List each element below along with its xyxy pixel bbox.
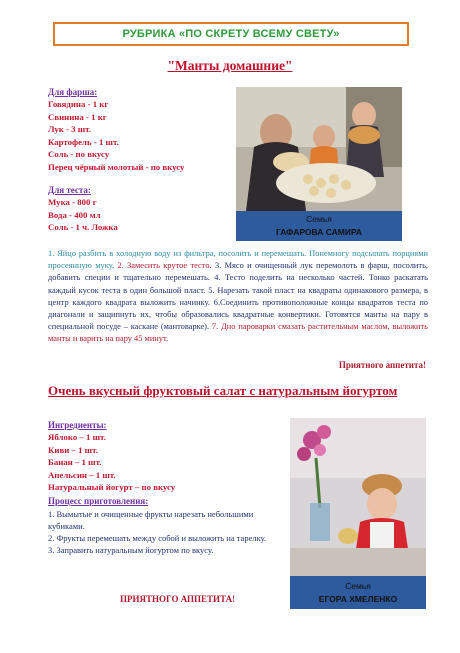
process-step: 1. Вымытые и очищенные фрукты нарезать небольшими кубиками.	[48, 509, 254, 531]
ingredient-item: Яблоко – 1 шт.	[48, 432, 106, 442]
process-step: 2. Фрукты перемешать между собой и выложить на тарелку.	[48, 533, 267, 543]
caption-family-word: Семья	[345, 581, 371, 591]
step-text: 7. Дно пароварки смазать растительным маслом, выложить манты и варить на пару 45 минут.	[48, 322, 428, 344]
step-text: 5. Нарезать такой пласт на квадраты одинакового размера, в центр каждого квадрата выложить начинку.	[48, 285, 428, 307]
filling-item: Свинина - 1 кг	[48, 111, 107, 122]
dough-item: Вода - 400 мл	[48, 209, 101, 220]
filling-list	[48, 98, 184, 174]
caption-family-name: ГАФАРОВА САМИРА	[275, 227, 363, 237]
ingredient-item: Натуральный йогурт – по вкусу	[48, 482, 176, 493]
filling-item: Перец чёрный молотый - по вкусу	[48, 161, 185, 172]
step-text: 6.Соединить противоположные концы квадратов теста по диагонали и защипнуть их, чтобы образовались квадратные конвертики. Готовятся манты на пару в специальной посуде – каскане (мантоварке).	[48, 297, 428, 332]
process-step: 3. Заправить натуральным йогуртом по вкусу.	[48, 545, 214, 555]
dough-item: Соль - 1 ч. Ложка	[48, 222, 118, 233]
filling-item: Соль - по вкусу	[48, 149, 110, 160]
photo-caption-gafarova	[236, 211, 402, 241]
filling-item: Говядина - 1 кг	[48, 99, 109, 109]
filling-item: Картофель - 1 шт.	[48, 136, 119, 147]
dough-label: Для теста:	[48, 185, 91, 195]
ingredients-label: Ингредиенты:	[48, 420, 107, 430]
step-text: 3. Мясо и очищенный лук перемолоть в фарш, посолить, добавить специи и тщательно перемешать.	[48, 261, 428, 283]
dough-list	[48, 196, 118, 234]
rubric-title: РУБРИКА «ПО СКРЕТУ ВСЕМУ СВЕТУ»	[122, 28, 340, 40]
step-text: 2. Замесить крутое тесто.	[117, 261, 215, 271]
filling-label: Для фарша:	[48, 87, 98, 97]
recipe1-title: "Манты домашние"	[167, 58, 293, 73]
ingredient-item: Киви – 1 шт.	[48, 444, 98, 455]
recipe2-bon-appetit: ПРИЯТНОГО АППЕТИТА!	[120, 594, 236, 604]
ingredient-item: Банан – 1 шт.	[48, 457, 102, 468]
rubric-banner	[53, 22, 409, 46]
ingredient-item: Апельсин – 1 шт.	[48, 469, 116, 480]
recipe1-bon-appetit: Приятного аппетита!	[338, 360, 426, 370]
recipe2-title: Очень вкусный фруктовый салат с натуральным йогуртом	[48, 383, 398, 398]
process-list	[48, 508, 284, 556]
caption-family-name: ЕГОРА ХМЕЛЕНКО	[318, 594, 398, 604]
ingredients-list	[48, 431, 175, 494]
filling-item: Лук - 3 шт.	[48, 124, 92, 135]
recipe1-steps	[48, 248, 428, 346]
process-label: Процесс приготовления:	[48, 496, 149, 506]
caption-family-word: Семья	[306, 214, 332, 224]
photo-illustration	[290, 418, 426, 576]
family-photo-gafarova	[236, 87, 402, 211]
dough-item: Мука - 800 г	[48, 197, 97, 207]
photo-illustration	[236, 87, 402, 211]
family-photo-hmelenko	[290, 418, 426, 576]
step-text: 4. Тесто поделить на несколько частей. Тонко раскатать каждый кусок теста в один большой пласт.	[48, 273, 428, 295]
photo-caption-hmelenko	[290, 576, 426, 609]
step-text: 1. Яйцо разбить в холодную воду из фильтра, посолить и перемешать. Понемногу подсыпать порциями просеянную муку.	[48, 249, 428, 271]
